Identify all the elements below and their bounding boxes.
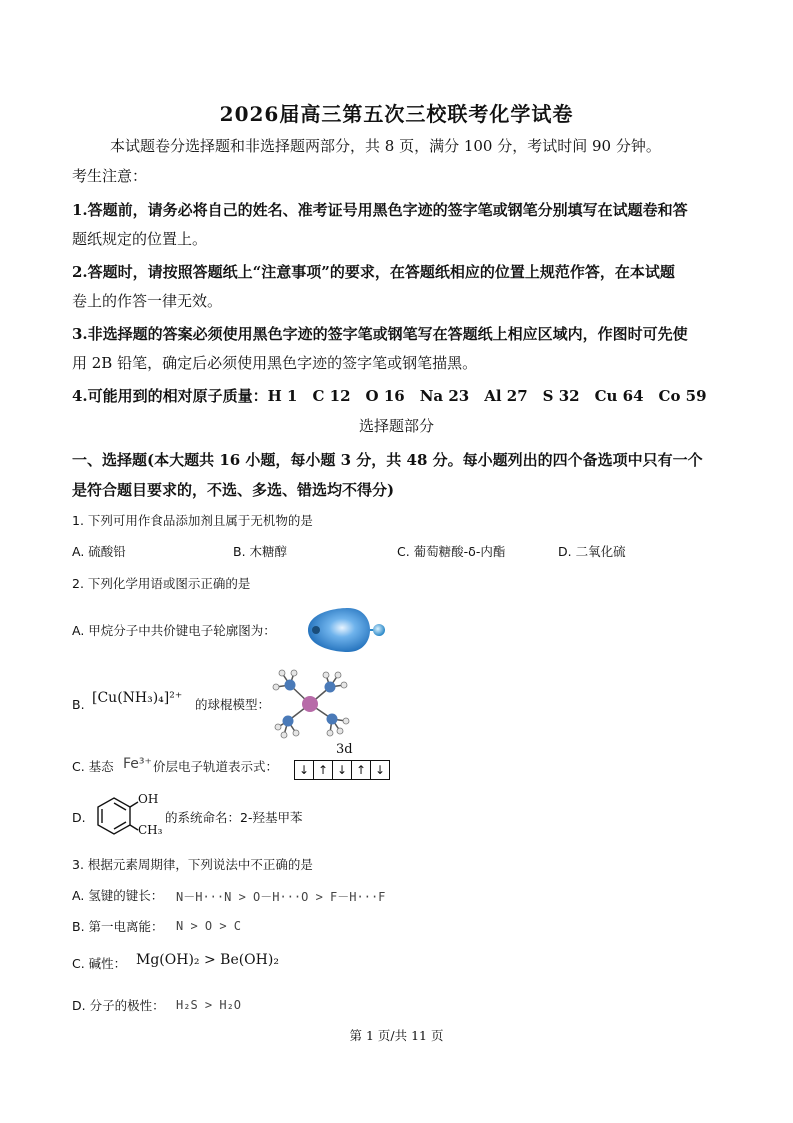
copper-ball <box>302 696 318 712</box>
hydrogen-ball <box>373 624 385 636</box>
notice-heading: 考生注意： <box>72 167 148 185</box>
orbital-box: ↓ <box>295 761 314 779</box>
orbital-box: ↓ <box>333 761 352 779</box>
page-footer: 第 1 页/共 11 页 <box>349 1028 444 1043</box>
q2-option-b-text: 的球棍模型： <box>195 697 271 712</box>
q3-option-d-label: D. 分子的极性： <box>72 998 165 1013</box>
q1-option-a: A. 硫酸铅 <box>72 544 126 559</box>
methyl-label: CH₃ <box>138 823 163 837</box>
q3-option-c-label: C. 碱性： <box>72 956 127 971</box>
q3-option-d-value: H₂S > H₂O <box>176 998 242 1012</box>
orbital-label: 3d <box>336 742 353 757</box>
q3-option-b-label: B. 第一电离能： <box>72 919 164 934</box>
q2-option-a: A. 甲烷分子中共价键电子轮廓图为： <box>72 623 276 638</box>
part-1-line-2: 是符合题目要求的，不选、多选、错选均不得分) <box>72 481 395 499</box>
q3-option-c-value: Mg(OH)₂ > Be(OH)₂ <box>136 952 279 968</box>
orbital-box: ↓ <box>374 763 386 777</box>
q1-option-d: D. 二氧化硫 <box>558 544 626 559</box>
part-1-line-1: 一、选择题(本大题共 16 小题，每小题 3 分，共 48 分。每小题列出的四个备选项中只有一个 <box>72 451 703 469</box>
note-1-line-2: 题纸规定的位置上。 <box>72 230 208 248</box>
orbital-box: ↑ <box>352 761 371 779</box>
orbital-diagram <box>294 760 390 780</box>
intro-text: 本试题卷分选择题和非选择题两部分，共 8 页，满分 100 分，考试时间 90 分钟。 <box>110 137 661 155</box>
q2-c-ion: Fe³⁺ <box>123 756 152 772</box>
q2-b-formula: [Cu(NH₃)₄]²⁺ <box>92 690 183 706</box>
note-3-line-1: 3.非选择题的答案必须使用黑色字迹的签字笔或钢笔写在答题纸上相应区域内，作图时可先使 <box>72 325 688 343</box>
electron-cloud-diagram <box>302 604 392 656</box>
note-2-line-1: 2.答题时，请按照答题纸上“注意事项”的要求，在答题纸相应的位置上规范作答，在本试题 <box>72 263 675 281</box>
q3-option-b-value: N > O > C <box>176 919 242 933</box>
q2-stem: 2. 下列化学用语或图示正确的是 <box>72 576 251 591</box>
q3-stem: 3. 根据元素周期律，下列说法中不正确的是 <box>72 857 313 872</box>
note-2-line-2: 卷上的作答一律无效。 <box>72 292 223 310</box>
exam-title: 2026届高三第五次三校联考化学试卷 <box>219 102 574 126</box>
section-title: 选择题部分 <box>358 417 434 435</box>
q1-option-c: C. 葡萄糖酸-δ-内酯 <box>397 544 506 559</box>
q2-option-b-label: B. <box>72 697 85 712</box>
ball-and-stick-model <box>270 665 352 743</box>
q1-option-b: B. 木糖醇 <box>233 544 288 559</box>
note-1-line-1: 1.答题前，请务必将自己的姓名、准考证号用黑色字迹的签字笔或钢笔分别填写在试题卷和答 <box>72 201 688 219</box>
q2-option-c-label: C. 基态 <box>72 759 114 774</box>
carbon-nucleus-dot <box>312 626 320 634</box>
hydroxyl-label: OH <box>138 792 159 806</box>
orbital-box: ↑ <box>314 761 333 779</box>
q3-option-a-value: N－H···N > O－H···O > F－H···F <box>176 890 386 904</box>
note-3-line-2: 用 2B 铅笔，确定后必须使用黑色字迹的签字笔或钢笔描黑。 <box>72 354 478 372</box>
note-4: 4.可能用到的相对原子质量：H 1 C 12 O 16 Na 23 Al 27 S 32 Cu 64 Co 59 <box>72 387 707 405</box>
q3-option-a-label: A. 氢键的键长： <box>72 888 164 903</box>
q1-stem: 1. 下列可用作食品添加剂且属于无机物的是 <box>72 513 313 528</box>
q2-option-d-label: D. <box>72 810 86 825</box>
o-cresol-structure <box>92 790 142 840</box>
q2-option-d-text: 的系统命名：2-羟基甲苯 <box>165 810 303 825</box>
q2-option-c-text: 价层电子轨道表示式： <box>153 759 279 774</box>
